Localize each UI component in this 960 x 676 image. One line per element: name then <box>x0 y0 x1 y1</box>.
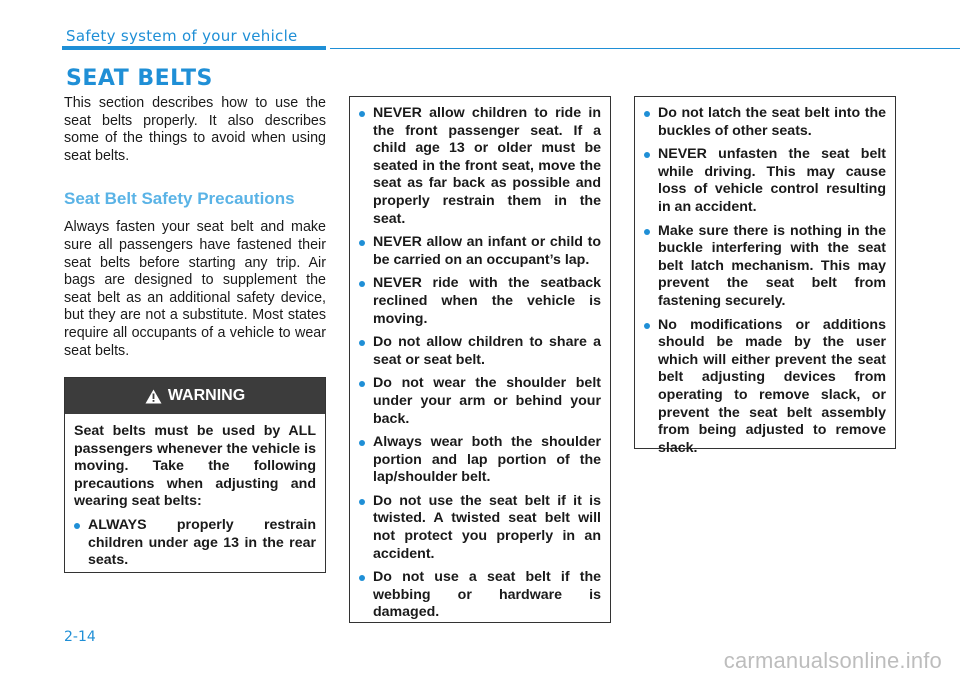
list-item: No modifications or additions should be made by the user which will either prevent the seat belt adjusting devices from operating to remove slack, or prevent the seat belt assembly from being adjusted to remove slack. <box>644 317 886 458</box>
list-item: Do not allow children to share a seat or seat belt. <box>359 334 601 369</box>
bullet-dot-icon <box>359 499 365 505</box>
page-title: SEAT BELTS <box>66 66 213 91</box>
warning-text: Seat belts must be used by ALL passengers whenever the vehicle is moving. Take the following precautions when adjusting and wearing seat belts: <box>74 423 316 510</box>
subheading: Seat Belt Safety Precautions <box>64 189 295 209</box>
watermark: carmanualsonline.info <box>723 648 942 673</box>
list-item: Do not wear the shoulder belt under your arm or behind your back. <box>359 375 601 428</box>
precautions-list-right <box>644 105 886 457</box>
warning-body <box>65 414 325 570</box>
bullet-dot-icon <box>644 111 650 117</box>
bullet-dot-icon <box>644 323 650 329</box>
bullet-dot-icon <box>359 381 365 387</box>
bullet-dot-icon <box>359 281 365 287</box>
warning-box <box>64 377 326 573</box>
intro-paragraph: This section describes how to use the seat belts properly. It also describes some of the things to avoid when using seat belts. <box>64 95 326 164</box>
bullet-dot-icon <box>359 575 365 581</box>
header-rule-thin <box>330 48 960 49</box>
bullet-dot-icon <box>359 240 365 246</box>
list-item: ALWAYS properly restrain children under age 13 in the rear seats. <box>74 517 316 570</box>
list-item: NEVER ride with the seatback reclined when the vehicle is moving. <box>359 275 601 328</box>
warning-label: WARNING <box>167 387 246 404</box>
list-item: NEVER unfasten the seat belt while driving. This may cause loss of vehicle control resulting in an accident. <box>644 146 886 216</box>
warning-list <box>74 517 316 570</box>
warning-header <box>65 378 325 414</box>
list-item: Do not use the seat belt if it is twisted. A twisted seat belt will not protect you properly in an accident. <box>359 493 601 563</box>
bullet-dot-icon <box>359 111 365 117</box>
section-header: Safety system of your vehicle <box>66 27 298 45</box>
bullet-dot-icon <box>359 340 365 346</box>
left-column <box>64 95 326 360</box>
list-item: Do not latch the seat belt into the buckles of other seats. <box>644 105 886 140</box>
page-number: 2-14 <box>64 629 96 645</box>
bullet-dot-icon <box>644 229 650 235</box>
body-paragraph: Always fasten your seat belt and make sure all passengers have fastened their seat belts before starting any trip. Air bags are designed to supplement the seat belt as an additional safety device, but they are not a substitute. Most states require all occupants of a vehicle to wear seat belts. <box>64 219 326 359</box>
list-item: Make sure there is nothing in the buckle interfering with the seat belt latch mechanism. This may prevent the seat belt from fastening securely. <box>644 223 886 311</box>
list-item: Do not use a seat belt if the webbing or hardware is damaged. <box>359 569 601 622</box>
bullet-dot-icon <box>74 523 80 529</box>
bullet-dot-icon <box>644 152 650 158</box>
bullet-dot-icon <box>359 440 365 446</box>
precautions-box-middle <box>349 96 611 623</box>
header-rule-thick <box>62 46 326 50</box>
list-item: NEVER allow children to ride in the front passenger seat. If a child age 13 or older must be seated in the front seat, move the seat as far back as possible and properly restrain them in the seat. <box>359 105 601 228</box>
list-item: Always wear both the shoulder portion and lap portion of the lap/shoulder belt. <box>359 434 601 487</box>
warning-triangle-icon <box>145 389 162 404</box>
list-item: NEVER allow an infant or child to be carried on an occupant’s lap. <box>359 234 601 269</box>
precautions-box-right <box>634 96 896 456</box>
precautions-list-middle <box>359 105 601 622</box>
